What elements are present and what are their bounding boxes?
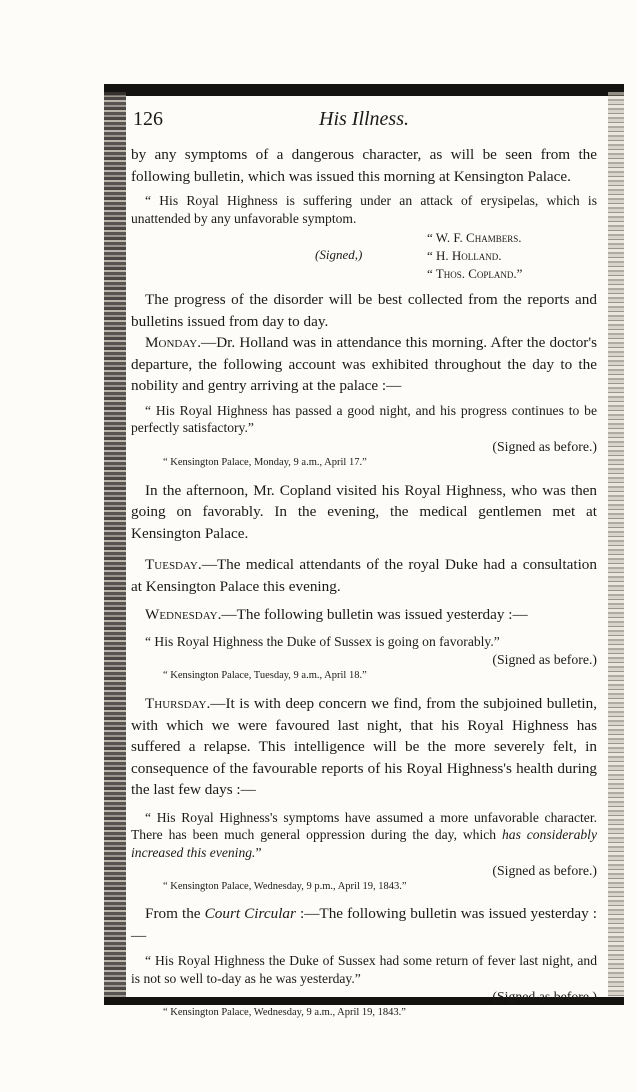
wednesday-text: —The following bulletin was issued yesterday :— (221, 606, 528, 623)
bulletin-erysipelas: “ His Royal Highness is suffering under an attack of erysipelas, which is unattended by any unfavorable symptom. (131, 193, 597, 226)
right-page-edge (608, 92, 624, 1002)
intro-paragraph: by any symptoms of a dangerous character, as will be seen from the following bulletin, which was issued this morning at Kensington Palace. (131, 146, 597, 185)
signature-block (131, 229, 597, 283)
monday-label: Monday. (145, 334, 202, 351)
monday-bulletin: “ His Royal Highness has passed a good night, and his progress continues to be perfectly satisfactory.” (131, 402, 597, 435)
monday-text: —Dr. Holland was in attendance this morning. After the doctor's departure, the following account was exhibited throughout the day to the nobility and gentry arriving at the palace :— (131, 334, 597, 394)
thursday-text: —It is with deep concern we find, from the subjoined bulletin, with which we were favoured last night, that his Royal Highness has suffered a relapse. This intelligence will be the more severely felt, in consequence of the favourable reports of his Royal Highness's health during the last few days :— (131, 695, 597, 798)
signatory-chambers: “ W. F. Chambers. (427, 230, 522, 245)
court-circular-title: Court Circular (204, 905, 296, 922)
thursday-bulletin-end: ” (255, 844, 262, 860)
progress-paragraph: The progress of the disorder will be best collected from the reports and bulletins issued from day to day. (131, 291, 597, 330)
tuesday-text: —The medical attendants of the royal Duke had a consultation at Kensington Palace this evening. (131, 556, 597, 595)
court-bulletin: “ His Royal Highness the Duke of Sussex had some return of fever last night, and is not so well to-day as he was yesterday.” (131, 953, 597, 986)
court-rest: :—The following bulletin was issued yesterday : — (131, 905, 598, 944)
thursday-label: Thursday. (145, 695, 211, 712)
thursday-bulletin-italic: has considerably increased this evening. (131, 827, 597, 860)
wednesday-dateline: “ Kensington Palace, Tuesday, 9 a.m., April 18.” (163, 670, 367, 681)
wednesday-paragraph (131, 604, 597, 626)
court-dateline: “ Kensington Palace, Wednesday, 9 a.m., April 19, 1843.” (163, 1007, 406, 1018)
thursday-dateline: “ Kensington Palace, Wednesday, 9 p.m., April 19, 1843.” (163, 881, 407, 892)
signatory-copland: “ Thos. Copland.” (427, 266, 523, 281)
monday-signed: (Signed as before.) (492, 438, 597, 454)
left-page-edge (104, 92, 126, 1002)
thursday-bulletin-main: “ His Royal Highness's symptoms have assumed a more unfavorable character. There has been much general oppression during the day, which (131, 809, 597, 842)
court-circular-paragraph (131, 903, 597, 946)
court-lead: From the (145, 905, 205, 922)
thursday-paragraph (131, 693, 597, 801)
monday-paragraph (131, 332, 597, 397)
top-border-rule (104, 84, 624, 96)
running-title: His Illness. (319, 108, 409, 130)
thursday-signed: (Signed as before.) (492, 863, 597, 878)
page-header (131, 104, 597, 144)
page-text (131, 104, 597, 1020)
monday-dateline: “ Kensington Palace, Monday, 9 a.m., April 17.” (163, 456, 367, 468)
signed-label: (Signed,) (315, 247, 363, 262)
wednesday-bulletin: “ His Royal Highness the Duke of Sussex is going on favorably.” (145, 633, 500, 649)
thursday-bulletin (131, 809, 597, 862)
wednesday-label: Wednesday. (145, 606, 222, 623)
page-number: 126 (133, 108, 163, 130)
signatories (427, 229, 522, 283)
tuesday-label: Tuesday. (145, 556, 202, 573)
afternoon-paragraph: In the afternoon, Mr. Copland visited his Royal Highness, who was then going on favorably. In the evening, the medical gentlemen met at Kensington Palace. (131, 481, 597, 542)
signatory-holland: “ H. Holland. (427, 248, 502, 263)
court-signed: (Signed as before.) (492, 989, 597, 1004)
wednesday-signed: (Signed as before.) (492, 652, 597, 667)
tuesday-paragraph (131, 554, 597, 597)
